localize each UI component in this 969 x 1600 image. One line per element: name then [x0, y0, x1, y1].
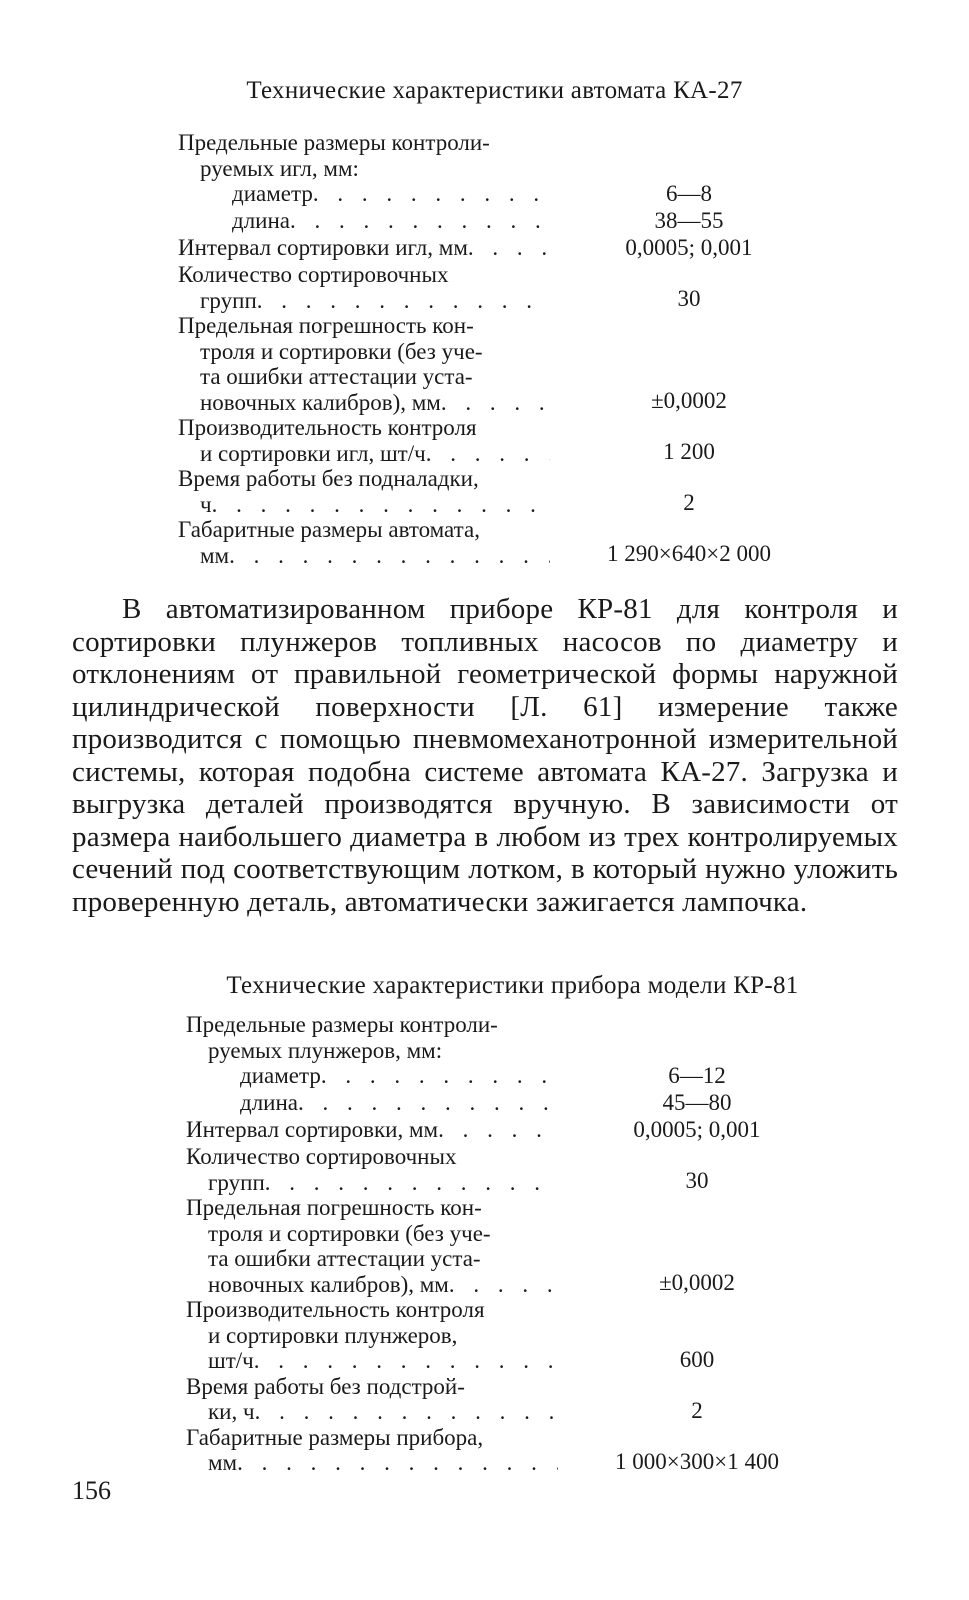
spec-label-text: диаметр: [240, 1063, 321, 1088]
spec-row-value: 30: [677, 286, 701, 311]
spec-row: [186, 1063, 836, 1090]
spec-row: [186, 1425, 836, 1476]
dot-leader: [426, 441, 550, 467]
spec-label-line: [186, 1063, 558, 1089]
spec-row-value: 1 000×300×1 400: [615, 1448, 779, 1474]
dot-leader: [313, 181, 550, 207]
spec-label-line: Габаритные размеры прибора,: [186, 1424, 484, 1450]
spec-label-line: [186, 1090, 558, 1116]
spec-label-text: длина: [232, 208, 291, 233]
spec-title-kr81: Технические характеристики прибора модели КР-81: [226, 972, 799, 999]
page-number: 156: [72, 1476, 111, 1505]
spec-label-text: мм: [200, 542, 230, 568]
spec-row-value: 0,0005; 0,001: [625, 235, 753, 260]
spec-row-value: 2: [691, 1397, 703, 1423]
spec-label-line: Производительность контроля: [186, 1297, 485, 1322]
body-paragraph: [72, 593, 898, 918]
spec-row-label: [186, 1012, 558, 1063]
spec-label-text: длина: [240, 1090, 299, 1115]
spec-label-line: [178, 390, 550, 416]
spec-row-value: 2: [683, 490, 695, 515]
spec-row-label: [178, 313, 550, 415]
spec-label-text: новочных калибров), мм: [200, 389, 441, 415]
spec-row-label: [178, 130, 550, 181]
spec-row: [178, 262, 828, 313]
spec-row-label: [178, 262, 550, 313]
spec-label-line: та ошибки аттестации уста-: [208, 1246, 481, 1271]
spec-label-line: [186, 1272, 558, 1298]
paragraph-text: В автоматизированном приборе КР-81 для контроля и сортировки плунжеров топливных насосов по диаметру и отклонениям от правильной геометрической формы наружной цилиндрической поверхности [Л. 61] измерение также производится с помощью пневмомеханотронной измерительной системы, которая подобна системе автомата КА-27. Загрузка и выгрузка деталей производятся вручную. В зависимости от размера наибольшего диаметра в любом из трех контролируемых сечений под соответствующим лотком, в который нужно уложить проверенную деталь, автоматически зажигается лампочка.: [72, 593, 898, 918]
spec-label-line: троля и сортировки (без уче-: [200, 338, 483, 364]
spec-row: [186, 1090, 836, 1117]
spec-label-line: [178, 543, 550, 569]
spec-label-line: [186, 1170, 558, 1196]
spec-label-line: [178, 441, 550, 467]
spec-row-value: 1 200: [663, 439, 715, 464]
spec-row-label: [186, 1425, 558, 1476]
dot-leader: [449, 1272, 558, 1298]
spec-label-line: [186, 1450, 558, 1476]
spec-row-label: [186, 1374, 558, 1425]
spec-label-line: [186, 1117, 558, 1143]
spec-label-line: Количество сортировочных: [178, 262, 449, 287]
spec-row-label: [178, 415, 550, 466]
spec-row-label: [186, 1117, 558, 1144]
dot-leader: [255, 1399, 558, 1425]
spec-label-text: и сортировки игл, шт/ч: [200, 440, 426, 466]
spec-row: [186, 1117, 836, 1144]
dot-leader: [237, 1450, 558, 1476]
spec-row-value: [558, 1012, 836, 1063]
spec-row: [178, 235, 828, 262]
spec-label-line: [178, 208, 550, 234]
spec-label-line: [186, 1348, 558, 1374]
spec-label-line: [178, 492, 550, 518]
dot-leader: [229, 543, 550, 569]
spec-row: [186, 1374, 836, 1425]
spec-row: [178, 130, 828, 181]
spec-label-line: Предельная погрешность кон-: [178, 313, 474, 338]
spec-row-value: ±0,0002: [651, 388, 727, 413]
spec-row: [186, 1195, 836, 1297]
spec-label-line: Время работы без подналадки,: [178, 466, 479, 491]
spec-row-value: 600: [679, 1346, 715, 1372]
spec-row: [178, 208, 828, 235]
spec-label-line: Предельные размеры контроли-: [186, 1012, 498, 1037]
spec-label-line: и сортировки плунжеров,: [208, 1322, 458, 1348]
spec-row-label: [186, 1297, 558, 1374]
spec-label-line: [178, 288, 550, 314]
spec-label-line: Количество сортировочных: [186, 1144, 457, 1169]
spec-row-label: [178, 235, 550, 262]
spec-label-line: [178, 235, 550, 261]
spec-row-value: 0,0005; 0,001: [633, 1117, 761, 1142]
spec-table-kr81: [186, 1012, 836, 1476]
spec-row: [178, 313, 828, 415]
spec-label-line: руемых плунжеров, мм:: [208, 1037, 443, 1063]
spec-row: [178, 415, 828, 466]
spec-row-value: ±0,0002: [659, 1270, 735, 1295]
spec-label-line: Время работы без подстрой-: [186, 1373, 465, 1399]
spec-row-label: [186, 1195, 558, 1297]
spec-label-text: Интервал сортировки игл, мм: [178, 235, 468, 260]
spec-title-ka27: Технические характеристики автомата КА-27: [246, 77, 743, 104]
spec-label-text: мм: [208, 1450, 238, 1475]
spec-label-text: шт/ч: [208, 1348, 254, 1373]
spec-label-text: групп: [200, 287, 257, 313]
spec-row-label: [178, 208, 550, 235]
spec-row: [186, 1144, 836, 1195]
dot-leader: [290, 208, 550, 234]
spec-label-line: Габаритные размеры автомата,: [178, 517, 480, 542]
spec-row-value: 30: [685, 1168, 709, 1193]
dot-leader: [254, 1348, 558, 1374]
spec-label-line: Предельная погрешность кон-: [186, 1195, 482, 1220]
spec-row-value: [550, 130, 828, 181]
dot-leader: [257, 288, 550, 314]
spec-row-label: [178, 466, 550, 517]
spec-label-text: Интервал сортировки, мм: [186, 1117, 439, 1142]
spec-label-text: ки, ч: [208, 1399, 255, 1424]
spec-row: [178, 517, 828, 568]
spec-label-text: ч: [200, 491, 212, 517]
dot-leader: [321, 1063, 558, 1089]
spec-row-value: 38—55: [654, 208, 724, 233]
spec-label-line: та ошибки аттестации уста-: [200, 364, 473, 389]
spec-row-label: [186, 1090, 558, 1117]
spec-row-label: [186, 1063, 558, 1090]
spec-label-line: [186, 1399, 558, 1425]
dot-leader: [468, 235, 550, 261]
spec-row-value: 45—80: [662, 1090, 732, 1115]
dot-leader: [265, 1170, 558, 1196]
spec-label-line: Предельные размеры контроли-: [178, 130, 490, 155]
spec-row: [178, 181, 828, 208]
spec-row-label: [178, 181, 550, 208]
spec-label-text: групп: [208, 1169, 265, 1195]
spec-label-text: новочных калибров), мм: [208, 1271, 449, 1297]
spec-label-line: Производительность контроля: [178, 415, 477, 440]
spec-row: [178, 466, 828, 517]
spec-row: [186, 1297, 836, 1374]
spec-row-value: 1 290×640×2 000: [607, 541, 771, 566]
spec-label-line: троля и сортировки (без уче-: [208, 1220, 491, 1246]
spec-label-line: [178, 181, 550, 207]
dot-leader: [298, 1090, 558, 1116]
spec-row-label: [178, 517, 550, 568]
spec-row-label: [186, 1144, 558, 1195]
spec-row-value: 6—12: [668, 1063, 726, 1088]
spec-row: [186, 1012, 836, 1063]
spec-table-ka27: [178, 130, 828, 568]
spec-label-text: диаметр: [232, 181, 313, 206]
dot-leader: [438, 1117, 558, 1143]
dot-leader: [441, 390, 550, 416]
spec-row-value: 6—8: [666, 181, 712, 206]
dot-leader: [212, 492, 550, 518]
spec-label-line: руемых игл, мм:: [200, 155, 359, 181]
